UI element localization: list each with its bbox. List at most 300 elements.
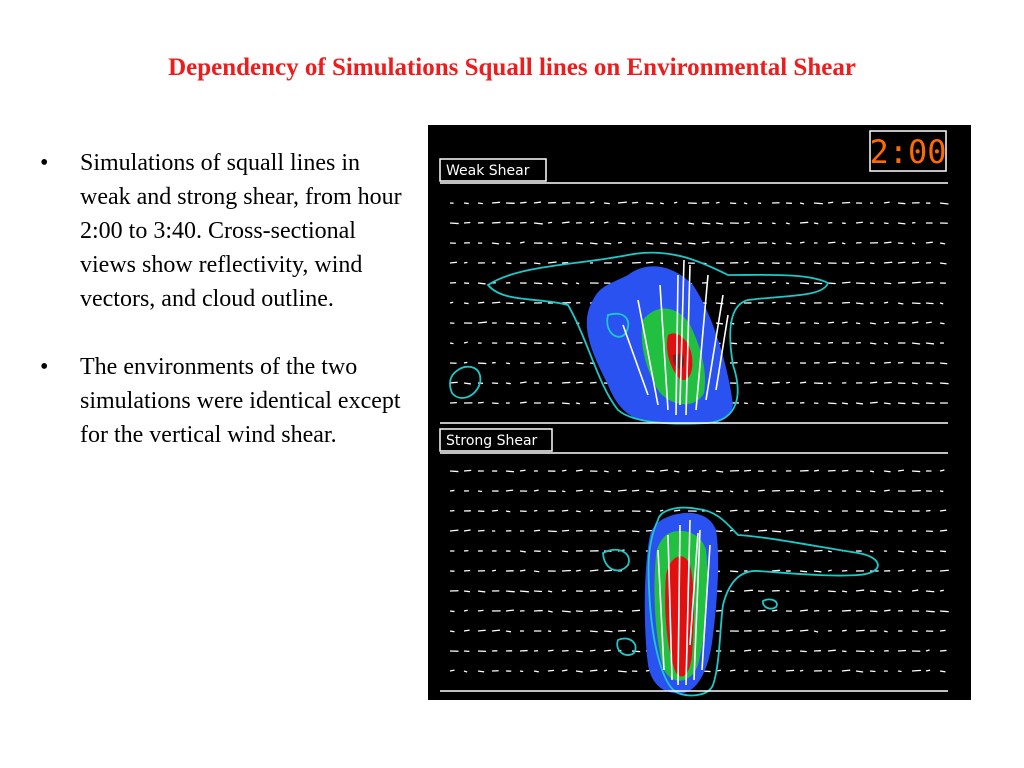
wind-vector <box>884 631 888 632</box>
wind-vector <box>576 283 579 284</box>
wind-vector <box>492 302 500 303</box>
wind-vector <box>856 651 865 652</box>
wind-vector <box>940 510 946 511</box>
wind-vector <box>828 610 832 611</box>
wind-vector <box>716 531 722 532</box>
wind-vector <box>800 242 804 243</box>
wind-vector <box>450 262 457 263</box>
wind-vector <box>576 671 583 672</box>
wind-vector <box>926 303 934 304</box>
wind-vector <box>688 243 695 244</box>
wind-vector <box>646 262 653 263</box>
wind-vector <box>590 382 597 383</box>
wind-vector <box>618 490 627 491</box>
wind-vector <box>842 243 845 244</box>
wind-vector <box>506 383 511 384</box>
wind-vector <box>898 223 905 224</box>
wind-vector <box>506 471 514 472</box>
wind-vector <box>758 323 767 324</box>
wind-vector <box>576 651 583 652</box>
wind-vector <box>884 403 891 404</box>
wind-vector <box>548 551 551 552</box>
wind-vector <box>786 530 793 531</box>
wind-vector <box>450 670 455 671</box>
wind-vector <box>562 382 570 383</box>
wind-vector <box>576 570 581 571</box>
wind-vector <box>842 591 847 592</box>
wind-vector <box>660 203 664 204</box>
wind-vector <box>660 470 668 471</box>
wind-vector <box>772 570 780 571</box>
wind-vector <box>534 571 539 572</box>
wind-vector <box>548 222 552 223</box>
wind-vector <box>870 323 876 324</box>
wind-vector <box>450 223 459 224</box>
wind-vector <box>478 283 486 284</box>
wind-vector <box>478 630 486 631</box>
wind-vector <box>814 283 822 284</box>
wind-vector <box>772 610 777 611</box>
wind-vector <box>506 511 510 512</box>
wind-vector <box>912 343 920 344</box>
wind-vector <box>870 382 877 383</box>
wind-vector <box>660 510 663 511</box>
wind-vector <box>646 471 654 472</box>
wind-vector <box>520 591 529 592</box>
slide-title: Dependency of Simulations Squall lines on Environmental Shear <box>168 54 856 81</box>
wind-vector <box>856 222 863 223</box>
wind-vector <box>926 591 934 592</box>
wind-vector <box>912 262 919 263</box>
bullet-item <box>40 146 415 316</box>
wind-vector <box>842 530 848 531</box>
wind-vector <box>870 591 876 592</box>
wind-vector <box>772 511 775 512</box>
wind-vector <box>492 243 499 244</box>
wind-vector <box>464 671 467 672</box>
wind-vector <box>940 323 945 324</box>
wind-vector <box>884 322 889 323</box>
wind-vector <box>898 591 901 592</box>
wind-vector <box>870 651 874 652</box>
bullet-list <box>40 146 415 486</box>
wind-vector <box>786 243 791 244</box>
wind-vector <box>842 630 847 631</box>
wind-vector <box>730 282 735 283</box>
wind-vector <box>786 630 793 631</box>
wind-vector <box>604 670 607 671</box>
wind-vector <box>590 222 594 223</box>
wind-vector <box>926 242 933 243</box>
wind-vector <box>450 611 454 612</box>
wind-vector <box>506 303 513 304</box>
wind-vector <box>464 610 468 611</box>
wind-vector <box>828 322 834 323</box>
wind-vector <box>660 243 667 244</box>
wind-vector <box>730 571 738 572</box>
wind-vector <box>702 470 706 471</box>
wind-vector <box>646 511 651 512</box>
wind-vector <box>520 202 527 203</box>
wind-vector <box>842 282 850 283</box>
wind-vector <box>618 611 623 612</box>
wind-vector <box>576 243 583 244</box>
wind-vector <box>870 283 875 284</box>
wind-vector <box>604 491 611 492</box>
wind-vector <box>548 591 552 592</box>
wind-vector <box>520 470 526 471</box>
wind-vector <box>786 511 795 512</box>
wind-vector <box>940 590 944 591</box>
wind-vector <box>478 491 482 492</box>
wind-vector <box>786 283 789 284</box>
wind-vector <box>590 631 598 632</box>
wind-vector <box>856 630 865 631</box>
wind-vector <box>450 490 454 491</box>
wind-vector <box>884 610 890 611</box>
wind-vector <box>562 403 570 404</box>
wind-vector <box>450 631 454 632</box>
wind-vector <box>940 630 946 631</box>
wind-vector <box>842 610 851 611</box>
wind-vector <box>576 363 584 364</box>
wind-vector <box>884 202 890 203</box>
wind-vector <box>576 403 580 404</box>
wind-vector <box>940 470 944 471</box>
wind-vector <box>758 530 767 531</box>
wind-vector <box>590 510 593 511</box>
wind-vector <box>828 551 832 552</box>
wind-vector <box>590 570 598 571</box>
wind-vector <box>478 203 483 204</box>
wind-vector <box>870 343 876 344</box>
wind-vector <box>940 611 949 612</box>
wind-vector <box>562 470 566 471</box>
wind-vector <box>464 203 469 204</box>
wind-vector <box>604 222 608 223</box>
wind-vector <box>702 242 709 243</box>
wind-vector <box>716 323 723 324</box>
wind-vector <box>912 403 920 404</box>
wind-vector <box>940 570 949 571</box>
wind-vector <box>618 223 625 224</box>
wind-vector <box>828 242 835 243</box>
wind-vector <box>898 470 904 471</box>
wind-vector <box>562 570 571 571</box>
wind-vector <box>786 382 790 383</box>
wind-vector <box>758 650 762 651</box>
wind-vector <box>562 530 569 531</box>
wind-vector <box>520 570 525 571</box>
wind-vector <box>884 471 891 472</box>
wind-vector <box>814 343 820 344</box>
wind-vector <box>716 471 723 472</box>
wind-vector <box>590 650 596 651</box>
wind-vector <box>940 243 945 244</box>
wind-vector <box>590 243 598 244</box>
wind-vector <box>562 283 568 284</box>
wind-vector <box>688 223 694 224</box>
wind-vector <box>800 283 809 284</box>
wind-vector <box>828 650 836 651</box>
wind-vector <box>520 551 526 552</box>
wind-vector <box>940 551 946 552</box>
wind-vector <box>758 490 765 491</box>
wind-vector <box>506 610 514 611</box>
wind-vector <box>618 671 627 672</box>
wind-vector <box>898 262 905 263</box>
wind-vector <box>492 510 498 511</box>
wind-vector <box>702 223 710 224</box>
wind-vector <box>688 470 693 471</box>
wind-vector <box>506 591 515 592</box>
wind-vector <box>772 531 781 532</box>
wind-vector <box>842 403 848 404</box>
wind-vector <box>492 222 500 223</box>
wind-vector <box>786 670 794 671</box>
wind-vector <box>674 263 678 264</box>
wind-vector <box>632 610 640 611</box>
wind-vector <box>786 223 790 224</box>
wind-vector <box>870 611 877 612</box>
wind-vector <box>926 343 934 344</box>
wind-vector <box>814 223 818 224</box>
wind-vector <box>814 631 818 632</box>
wind-vector <box>730 670 735 671</box>
wind-vector <box>548 362 554 363</box>
wind-vector <box>884 242 891 243</box>
wind-vector <box>604 203 610 204</box>
wind-vector <box>450 302 453 303</box>
wind-vector <box>828 202 833 203</box>
wind-vector <box>562 611 571 612</box>
wind-vector <box>646 491 654 492</box>
wind-vector <box>450 471 458 472</box>
wind-vector <box>450 343 453 344</box>
wind-vector <box>492 202 500 203</box>
wind-vector <box>450 382 458 383</box>
wind-vector <box>646 670 650 671</box>
wind-vector <box>912 383 918 384</box>
wind-vector <box>548 243 552 244</box>
wind-vector <box>772 243 776 244</box>
wind-vector <box>520 222 527 223</box>
wind-vector <box>856 262 864 263</box>
wind-vector <box>940 383 949 384</box>
wind-vector <box>884 490 890 491</box>
wind-vector <box>828 570 832 571</box>
wind-vector <box>548 670 554 671</box>
wind-vector <box>744 322 750 323</box>
wind-vector <box>814 550 822 551</box>
wind-vector <box>478 591 485 592</box>
wind-vector <box>744 650 751 651</box>
wind-vector <box>478 530 485 531</box>
weak-shear-label: Weak Shear <box>446 163 530 179</box>
wind-vector <box>646 203 653 204</box>
wind-vector <box>912 471 920 472</box>
wind-vector <box>814 511 819 512</box>
wind-vector <box>520 382 527 383</box>
wind-vector <box>744 530 749 531</box>
wind-vector <box>912 570 916 571</box>
wind-vector <box>814 530 822 531</box>
wind-vector <box>856 303 864 304</box>
wind-vector <box>758 610 765 611</box>
bullet-text: Simulations of squall lines in weak and strong shear, from hour 2:00 to 3:40. Cross-sectional views show reflectivity, wind vectors, and cloud outline. <box>80 150 402 312</box>
wind-vector <box>478 363 486 364</box>
wind-vector <box>884 591 891 592</box>
wind-vector <box>716 511 721 512</box>
wind-vector <box>548 262 557 263</box>
wind-vector <box>758 403 764 404</box>
wind-vector <box>506 490 513 491</box>
wind-vector <box>772 282 776 283</box>
wind-vector <box>884 362 891 363</box>
bullet-text: The environments of the two simulations were identical except for the vertical wind shear. <box>80 354 401 448</box>
wind-vector <box>576 382 583 383</box>
wind-vector <box>716 223 723 224</box>
wind-vector <box>912 670 921 671</box>
wind-vector <box>506 363 510 364</box>
wind-vector <box>842 670 850 671</box>
wind-vector <box>758 383 763 384</box>
wind-vector <box>520 242 525 243</box>
wind-vector <box>562 670 567 671</box>
wind-vector <box>576 511 581 512</box>
wind-vector <box>926 282 933 283</box>
wind-vector <box>450 530 458 531</box>
wind-vector <box>870 551 873 552</box>
wind-vector <box>604 471 609 472</box>
wind-vector <box>884 343 888 344</box>
wind-vector <box>744 262 749 263</box>
wind-vector <box>898 570 904 571</box>
wind-vector <box>618 262 622 263</box>
wind-vector <box>730 510 737 511</box>
wind-vector <box>814 490 820 491</box>
wind-vector <box>800 382 806 383</box>
wind-vector <box>464 630 470 631</box>
wind-vector <box>520 402 527 403</box>
wind-vector <box>730 491 733 492</box>
wind-vector <box>492 630 500 631</box>
wind-vector <box>898 403 905 404</box>
wind-vector <box>632 202 638 203</box>
wind-vector <box>464 530 471 531</box>
wind-vector <box>828 283 836 284</box>
wind-vector <box>632 490 639 491</box>
wind-vector <box>744 403 748 404</box>
wind-vector <box>548 611 553 612</box>
wind-vector <box>842 322 848 323</box>
wind-vector <box>870 263 874 264</box>
wind-vector <box>940 363 947 364</box>
wind-vector <box>464 362 467 363</box>
wind-vector <box>674 243 682 244</box>
wind-vector <box>800 203 804 204</box>
wind-vector <box>506 631 511 632</box>
bullet-marker: • <box>40 150 49 176</box>
wind-vector <box>478 610 483 611</box>
wind-vector <box>870 471 874 472</box>
wind-vector <box>590 670 597 671</box>
wind-vector <box>856 403 863 404</box>
bullet-marker: • <box>40 354 49 380</box>
wind-vector <box>464 262 467 263</box>
wind-vector <box>548 531 557 532</box>
wind-vector <box>730 303 736 304</box>
wind-vector <box>912 631 918 632</box>
wind-vector <box>912 243 915 244</box>
wind-vector <box>744 222 750 223</box>
wind-vector <box>562 343 566 344</box>
wind-vector <box>814 263 821 264</box>
wind-vector <box>912 282 921 283</box>
wind-vector <box>828 470 836 471</box>
wind-vector <box>856 323 860 324</box>
wind-vector <box>478 302 484 303</box>
wind-vector <box>548 283 553 284</box>
wind-vector <box>674 202 677 203</box>
wind-vector <box>730 591 734 592</box>
wind-vector <box>772 382 780 383</box>
wind-vector <box>562 491 565 492</box>
wind-vector <box>814 323 819 324</box>
wind-vector <box>534 223 543 224</box>
wind-vector <box>464 342 468 343</box>
wind-vector <box>870 491 875 492</box>
wind-vector <box>702 491 710 492</box>
wind-vector <box>814 203 823 204</box>
wind-vector <box>786 551 790 552</box>
wind-vector <box>912 590 918 591</box>
wind-vector <box>562 551 568 552</box>
strong-shear-reflectivity <box>645 513 718 693</box>
wind-vector <box>800 551 806 552</box>
wind-vector <box>604 243 611 244</box>
wind-vector <box>730 242 734 243</box>
wind-vector <box>478 671 484 672</box>
simulation-graphic <box>428 125 971 700</box>
wind-vector <box>856 671 863 672</box>
wind-vector <box>506 323 514 324</box>
wind-vector <box>534 671 539 672</box>
wind-vector <box>576 470 583 471</box>
wind-vector <box>464 470 471 471</box>
wind-vector <box>828 591 836 592</box>
wind-vector <box>912 303 921 304</box>
wind-vector <box>800 571 807 572</box>
wind-vector <box>800 670 803 671</box>
wind-vector <box>674 471 679 472</box>
wind-vector <box>660 490 667 491</box>
wind-vector <box>478 402 484 403</box>
wind-vector <box>870 402 878 403</box>
wind-vector <box>604 650 611 651</box>
wind-vector <box>744 590 753 591</box>
wind-vector <box>562 362 569 363</box>
wind-vector <box>828 511 832 512</box>
wind-vector <box>646 243 653 244</box>
wind-vector <box>520 343 527 344</box>
wind-vector <box>884 283 891 284</box>
wind-vector <box>898 203 905 204</box>
wind-vector <box>548 650 554 651</box>
wind-vector <box>464 570 470 571</box>
wind-vector <box>758 343 761 344</box>
wind-vector <box>828 362 836 363</box>
